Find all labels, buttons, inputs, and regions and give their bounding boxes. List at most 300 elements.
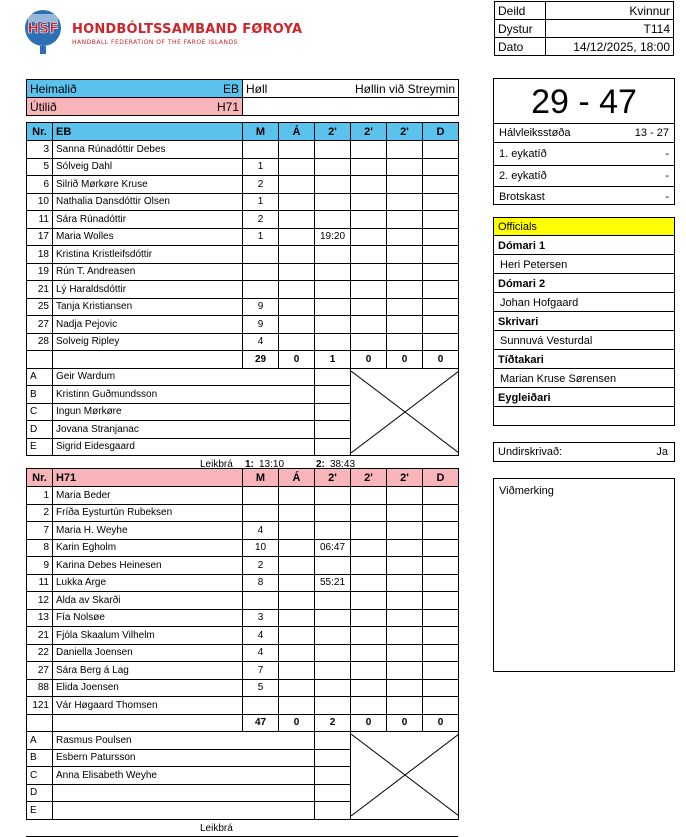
player-d bbox=[423, 193, 459, 211]
player-m: 1 bbox=[243, 158, 279, 176]
total-d: 0 bbox=[423, 351, 459, 369]
player-s2 bbox=[351, 193, 387, 211]
player-s3 bbox=[387, 246, 423, 264]
hall-value: Høllin við Streymin bbox=[354, 81, 455, 96]
staff-name bbox=[53, 784, 315, 802]
player-s3 bbox=[387, 316, 423, 334]
player-s3 bbox=[387, 263, 423, 281]
official-role: Eygleiðari bbox=[493, 388, 675, 407]
totals-spacer bbox=[27, 351, 53, 369]
player-s2 bbox=[351, 281, 387, 299]
player-s1 bbox=[315, 522, 351, 540]
player-name: Fríða Eysturtún Rubeksen bbox=[53, 504, 243, 522]
col-stat: 2' bbox=[387, 469, 423, 487]
player-a bbox=[279, 574, 315, 592]
timeout2-label: 2: bbox=[316, 459, 325, 470]
player-s2 bbox=[351, 298, 387, 316]
player-a bbox=[279, 539, 315, 557]
player-name: Solveig Ripley bbox=[53, 333, 243, 351]
col-stat: D bbox=[423, 123, 459, 141]
player-nr: 28 bbox=[27, 333, 53, 351]
totals-spacer bbox=[53, 351, 243, 369]
player-m bbox=[243, 263, 279, 281]
player-d bbox=[423, 609, 459, 627]
player-s1 bbox=[315, 281, 351, 299]
staff-cell bbox=[315, 732, 351, 750]
player-s1 bbox=[315, 211, 351, 229]
player-s3 bbox=[387, 522, 423, 540]
official-role: Dómari 1 bbox=[493, 236, 675, 255]
hall-cell bbox=[243, 80, 459, 98]
player-s1 bbox=[315, 316, 351, 334]
hall-label: Høll bbox=[246, 81, 268, 96]
away-team-section bbox=[26, 468, 458, 837]
match-info-table bbox=[494, 1, 674, 56]
staff-letter: E bbox=[27, 802, 53, 820]
official-role: Tíðtakari bbox=[493, 350, 675, 369]
player-s3 bbox=[387, 644, 423, 662]
signature-value: Ja bbox=[656, 446, 668, 458]
timeout1-label: 1: bbox=[245, 459, 254, 470]
official-role: Skrivari bbox=[493, 312, 675, 331]
totals-row bbox=[27, 351, 459, 369]
player-a bbox=[279, 504, 315, 522]
player-row bbox=[27, 281, 459, 299]
dystur-value: T114 bbox=[546, 20, 674, 38]
player-m: 1 bbox=[243, 228, 279, 246]
col-nr: Nr. bbox=[27, 469, 53, 487]
official-role: Dómari 2 bbox=[493, 274, 675, 293]
away-timeouts bbox=[26, 820, 458, 837]
player-s3 bbox=[387, 592, 423, 610]
player-s2 bbox=[351, 697, 387, 715]
svg-text:HSF: HSF bbox=[27, 21, 59, 37]
player-name: Tanja Kristiansen bbox=[53, 298, 243, 316]
player-a bbox=[279, 644, 315, 662]
player-d bbox=[423, 141, 459, 159]
signature-label: Undirskrivað: bbox=[498, 446, 563, 458]
total-d: 0 bbox=[423, 714, 459, 732]
player-nr: 22 bbox=[27, 644, 53, 662]
player-s1 bbox=[315, 609, 351, 627]
player-d bbox=[423, 679, 459, 697]
away-header-row bbox=[27, 469, 459, 487]
player-s3 bbox=[387, 298, 423, 316]
player-a bbox=[279, 487, 315, 505]
player-row bbox=[27, 141, 459, 159]
player-s3 bbox=[387, 609, 423, 627]
home-team-section bbox=[26, 122, 458, 473]
player-d bbox=[423, 211, 459, 229]
staff-name: Sigrid Eidesgaard bbox=[53, 438, 315, 456]
player-row bbox=[27, 211, 459, 229]
player-nr: 9 bbox=[27, 557, 53, 575]
player-s1 bbox=[315, 193, 351, 211]
player-a bbox=[279, 263, 315, 281]
staff-cross-cell bbox=[351, 368, 459, 456]
player-nr: 12 bbox=[27, 592, 53, 610]
hsf-logo-icon bbox=[18, 6, 68, 56]
player-row bbox=[27, 333, 459, 351]
staff-cell bbox=[315, 784, 351, 802]
player-m: 4 bbox=[243, 644, 279, 662]
player-s2 bbox=[351, 627, 387, 645]
player-name: Sanna Rúnadóttir Debes bbox=[53, 141, 243, 159]
player-s3 bbox=[387, 504, 423, 522]
player-m bbox=[243, 141, 279, 159]
player-name: Vár Høgaard Thomsen bbox=[53, 697, 243, 715]
player-a bbox=[279, 557, 315, 575]
player-a bbox=[279, 627, 315, 645]
player-d bbox=[423, 557, 459, 575]
player-s2 bbox=[351, 644, 387, 662]
staff-cell bbox=[315, 403, 351, 421]
player-row bbox=[27, 316, 459, 334]
player-a bbox=[279, 679, 315, 697]
player-s1: 55:21 bbox=[315, 574, 351, 592]
player-d bbox=[423, 158, 459, 176]
player-row bbox=[27, 679, 459, 697]
player-m bbox=[243, 697, 279, 715]
player-row bbox=[27, 662, 459, 680]
player-name: Rún T. Andreasen bbox=[53, 263, 243, 281]
player-d bbox=[423, 504, 459, 522]
score-row bbox=[494, 166, 674, 187]
player-s1 bbox=[315, 662, 351, 680]
player-name: Daniella Joensen bbox=[53, 644, 243, 662]
player-row bbox=[27, 644, 459, 662]
staff-cell bbox=[315, 767, 351, 785]
score-row-label: 2. eykatíð bbox=[499, 170, 547, 182]
total-m: 29 bbox=[243, 351, 279, 369]
player-d bbox=[423, 522, 459, 540]
player-a bbox=[279, 141, 315, 159]
player-a bbox=[279, 211, 315, 229]
player-d bbox=[423, 298, 459, 316]
player-s1 bbox=[315, 504, 351, 522]
player-name: Fía Nolsøe bbox=[53, 609, 243, 627]
player-a bbox=[279, 158, 315, 176]
total-a: 0 bbox=[279, 351, 315, 369]
home-team-cell bbox=[27, 80, 243, 98]
player-a bbox=[279, 662, 315, 680]
player-s3 bbox=[387, 158, 423, 176]
player-d bbox=[423, 281, 459, 299]
home-header-row bbox=[27, 123, 459, 141]
player-s2 bbox=[351, 522, 387, 540]
blank-cell bbox=[243, 98, 459, 116]
player-d bbox=[423, 246, 459, 264]
org-name: HONDBÓLTSSAMBAND FØROYA bbox=[72, 22, 303, 37]
col-stat: M bbox=[243, 469, 279, 487]
staff-row bbox=[27, 732, 459, 750]
player-a bbox=[279, 228, 315, 246]
player-name: Elida Joensen bbox=[53, 679, 243, 697]
player-a bbox=[279, 697, 315, 715]
player-s2 bbox=[351, 158, 387, 176]
player-m: 4 bbox=[243, 333, 279, 351]
staff-name: Jovana Stranjanac bbox=[53, 421, 315, 439]
player-s3 bbox=[387, 574, 423, 592]
player-a bbox=[279, 609, 315, 627]
player-m: 2 bbox=[243, 557, 279, 575]
col-stat: Á bbox=[279, 469, 315, 487]
player-row bbox=[27, 574, 459, 592]
player-s3 bbox=[387, 627, 423, 645]
remarks-box[interactable] bbox=[493, 478, 675, 672]
player-nr: 27 bbox=[27, 662, 53, 680]
player-name: Nathalia Dansdóttir Olsen bbox=[53, 193, 243, 211]
score-box bbox=[493, 78, 675, 205]
player-s3 bbox=[387, 141, 423, 159]
player-d bbox=[423, 228, 459, 246]
player-nr: 21 bbox=[27, 627, 53, 645]
player-row bbox=[27, 263, 459, 281]
score-row bbox=[494, 143, 674, 166]
player-nr: 8 bbox=[27, 539, 53, 557]
player-s2 bbox=[351, 211, 387, 229]
player-nr: 10 bbox=[27, 193, 53, 211]
player-s2 bbox=[351, 263, 387, 281]
player-s1 bbox=[315, 679, 351, 697]
official-name: Heri Petersen bbox=[493, 255, 675, 274]
player-name: Lý Haraldsdóttir bbox=[53, 281, 243, 299]
col-stat: 2' bbox=[315, 469, 351, 487]
player-row bbox=[27, 522, 459, 540]
player-s1 bbox=[315, 697, 351, 715]
col-stat: M bbox=[243, 123, 279, 141]
player-s3 bbox=[387, 539, 423, 557]
col-stat: Á bbox=[279, 123, 315, 141]
player-m: 7 bbox=[243, 662, 279, 680]
signature-box bbox=[493, 442, 675, 462]
player-row bbox=[27, 627, 459, 645]
officials-title: Officials bbox=[493, 217, 675, 236]
total-s2: 0 bbox=[351, 351, 387, 369]
player-s3 bbox=[387, 228, 423, 246]
dato-value: 14/12/2025, 18:00 bbox=[546, 38, 674, 56]
player-nr: 88 bbox=[27, 679, 53, 697]
staff-row bbox=[27, 368, 459, 386]
player-nr: 7 bbox=[27, 522, 53, 540]
player-a bbox=[279, 176, 315, 194]
player-m: 1 bbox=[243, 193, 279, 211]
player-name: Sólveig Dahl bbox=[53, 158, 243, 176]
dato-label: Dato bbox=[495, 38, 546, 56]
player-row bbox=[27, 228, 459, 246]
player-s2 bbox=[351, 574, 387, 592]
player-name: Karina Debes Heinesen bbox=[53, 557, 243, 575]
staff-letter: D bbox=[27, 784, 53, 802]
away-label: Útilið bbox=[30, 99, 57, 114]
staff-cell bbox=[315, 438, 351, 456]
official-name bbox=[493, 407, 675, 426]
player-s3 bbox=[387, 679, 423, 697]
player-s1 bbox=[315, 333, 351, 351]
player-s2 bbox=[351, 662, 387, 680]
player-s2 bbox=[351, 246, 387, 264]
player-nr: 11 bbox=[27, 211, 53, 229]
away-players-table bbox=[26, 468, 459, 820]
player-s1 bbox=[315, 176, 351, 194]
player-row bbox=[27, 158, 459, 176]
player-name: Kristina Kristleifsdóttir bbox=[53, 246, 243, 264]
cross-out-icon bbox=[351, 371, 459, 453]
away-code: H71 bbox=[216, 99, 239, 114]
staff-letter: D bbox=[27, 421, 53, 439]
staff-cell bbox=[315, 421, 351, 439]
player-a bbox=[279, 316, 315, 334]
score-row-label: 1. eykatíð bbox=[499, 148, 547, 160]
total-a: 0 bbox=[279, 714, 315, 732]
player-nr: 19 bbox=[27, 263, 53, 281]
staff-letter: C bbox=[27, 767, 53, 785]
staff-cell bbox=[315, 386, 351, 404]
home-players-table bbox=[26, 122, 459, 456]
player-m: 10 bbox=[243, 539, 279, 557]
player-m bbox=[243, 504, 279, 522]
player-a bbox=[279, 592, 315, 610]
away-team-cell bbox=[27, 98, 243, 116]
staff-cross-cell bbox=[351, 732, 459, 820]
player-a bbox=[279, 522, 315, 540]
staff-name: Kristinn Guðmundsson bbox=[53, 386, 315, 404]
player-row bbox=[27, 246, 459, 264]
player-s1 bbox=[315, 592, 351, 610]
total-m: 47 bbox=[243, 714, 279, 732]
staff-name bbox=[53, 802, 315, 820]
staff-letter: B bbox=[27, 749, 53, 767]
player-name: Alda av Skarði bbox=[53, 592, 243, 610]
player-a bbox=[279, 281, 315, 299]
staff-name: Anna Elisabeth Weyhe bbox=[53, 767, 315, 785]
player-d bbox=[423, 539, 459, 557]
score-row bbox=[494, 187, 674, 207]
player-name: Maria Beder bbox=[53, 487, 243, 505]
total-s3: 0 bbox=[387, 351, 423, 369]
player-row bbox=[27, 487, 459, 505]
official-name: Marian Kruse Sørensen bbox=[493, 369, 675, 388]
player-s1: 06:47 bbox=[315, 539, 351, 557]
player-d bbox=[423, 592, 459, 610]
staff-letter: C bbox=[27, 403, 53, 421]
player-name: Maria H. Weyhe bbox=[53, 522, 243, 540]
staff-name: Geir Wardum bbox=[53, 368, 315, 386]
player-name: Nadja Pejovic bbox=[53, 316, 243, 334]
player-s1 bbox=[315, 487, 351, 505]
total-s2: 0 bbox=[351, 714, 387, 732]
player-name: Fjóla Skaalum Vilhelm bbox=[53, 627, 243, 645]
player-s3 bbox=[387, 662, 423, 680]
player-nr: 25 bbox=[27, 298, 53, 316]
player-s1 bbox=[315, 246, 351, 264]
score-row-value: - bbox=[665, 170, 669, 182]
player-s3 bbox=[387, 557, 423, 575]
player-s1 bbox=[315, 141, 351, 159]
player-name: Sára Rúnadóttir bbox=[53, 211, 243, 229]
home-label: Heimalið bbox=[30, 81, 77, 96]
player-s2 bbox=[351, 679, 387, 697]
player-nr: 1 bbox=[27, 487, 53, 505]
player-m: 3 bbox=[243, 609, 279, 627]
player-d bbox=[423, 627, 459, 645]
score-row-value: - bbox=[665, 191, 669, 203]
player-s1 bbox=[315, 644, 351, 662]
player-s2 bbox=[351, 333, 387, 351]
player-s2 bbox=[351, 609, 387, 627]
staff-letter: A bbox=[27, 732, 53, 750]
player-a bbox=[279, 333, 315, 351]
player-nr: 121 bbox=[27, 697, 53, 715]
player-m: 4 bbox=[243, 522, 279, 540]
player-nr: 3 bbox=[27, 141, 53, 159]
player-row bbox=[27, 176, 459, 194]
total-s: 2 bbox=[315, 714, 351, 732]
player-d bbox=[423, 697, 459, 715]
player-row bbox=[27, 504, 459, 522]
total-s: 1 bbox=[315, 351, 351, 369]
staff-letter: A bbox=[27, 368, 53, 386]
cross-out-icon bbox=[351, 734, 459, 816]
player-a bbox=[279, 246, 315, 264]
player-s2 bbox=[351, 176, 387, 194]
player-d bbox=[423, 644, 459, 662]
player-m: 4 bbox=[243, 627, 279, 645]
col-stat: D bbox=[423, 469, 459, 487]
player-m: 2 bbox=[243, 176, 279, 194]
timeouts-label: Leikbrá bbox=[200, 822, 233, 834]
player-s3 bbox=[387, 333, 423, 351]
player-row bbox=[27, 298, 459, 316]
player-nr: 11 bbox=[27, 574, 53, 592]
player-name: Silrið Mørkøre Kruse bbox=[53, 176, 243, 194]
col-nr: Nr. bbox=[27, 123, 53, 141]
score-row bbox=[494, 124, 674, 143]
player-name: Karin Egholm bbox=[53, 539, 243, 557]
player-nr: 18 bbox=[27, 246, 53, 264]
player-s1 bbox=[315, 557, 351, 575]
timeouts-label: Leikbrá bbox=[200, 459, 233, 470]
player-s2 bbox=[351, 141, 387, 159]
player-s1 bbox=[315, 627, 351, 645]
staff-cell bbox=[315, 802, 351, 820]
player-m bbox=[243, 592, 279, 610]
player-s2 bbox=[351, 557, 387, 575]
score-row-value: 13 - 27 bbox=[634, 127, 669, 139]
timeout1-value: 13:10 bbox=[259, 459, 285, 470]
player-a bbox=[279, 193, 315, 211]
col-stat: 2' bbox=[387, 123, 423, 141]
staff-letter: B bbox=[27, 386, 53, 404]
col-team: EB bbox=[53, 123, 243, 141]
col-stat: 2' bbox=[351, 123, 387, 141]
teams-table bbox=[26, 79, 459, 116]
federation-logo bbox=[18, 6, 68, 56]
player-nr: 13 bbox=[27, 609, 53, 627]
player-m: 8 bbox=[243, 574, 279, 592]
player-m: 2 bbox=[243, 211, 279, 229]
deild-label: Deild bbox=[495, 2, 546, 20]
staff-cell bbox=[315, 749, 351, 767]
player-s2 bbox=[351, 487, 387, 505]
player-m: 5 bbox=[243, 679, 279, 697]
player-d bbox=[423, 333, 459, 351]
staff-letter: E bbox=[27, 438, 53, 456]
player-name: Maria Wolles bbox=[53, 228, 243, 246]
player-row bbox=[27, 193, 459, 211]
player-s2 bbox=[351, 228, 387, 246]
player-nr: 2 bbox=[27, 504, 53, 522]
